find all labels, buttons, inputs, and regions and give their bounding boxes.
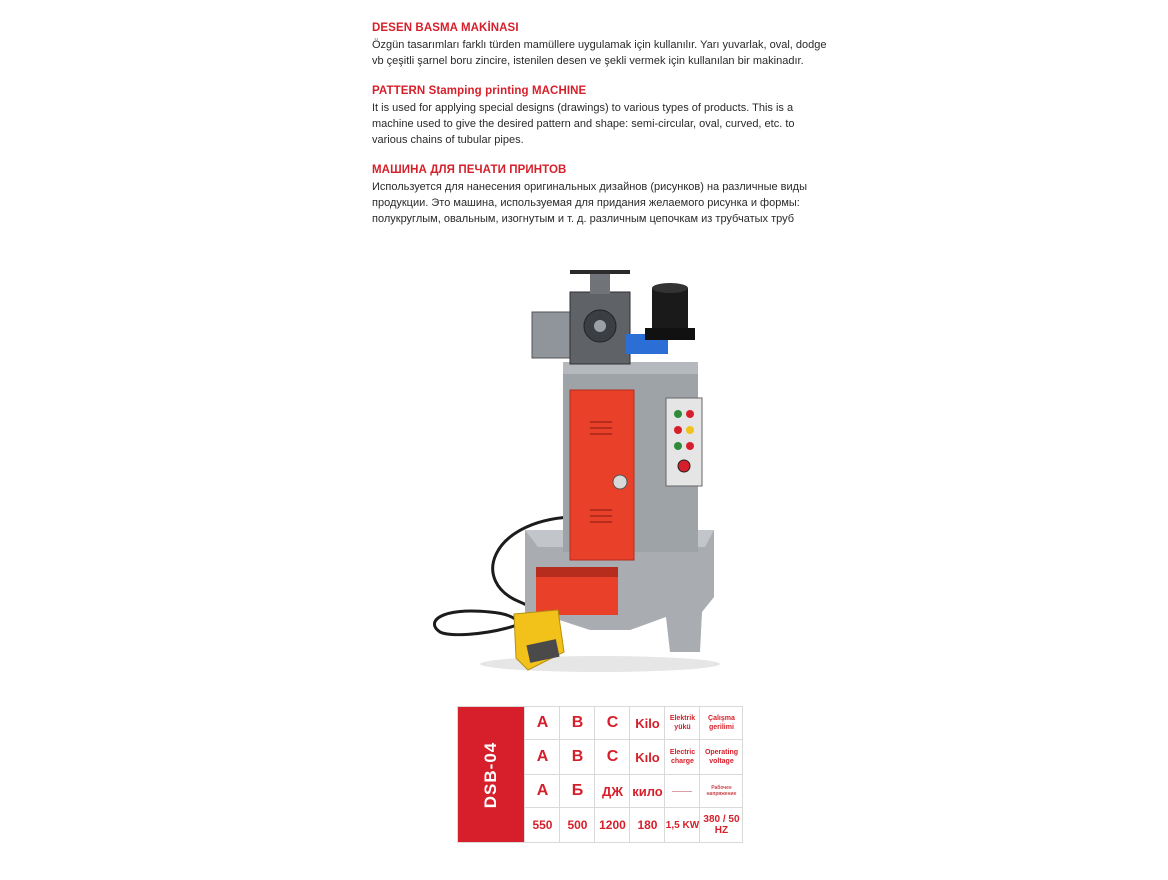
section-line: vb çeşitli şarnel boru zincire, istenilen desen ve şekli vermek için kullanılan bir makinadır. — [372, 55, 804, 67]
section-turkish — [372, 22, 842, 69]
control-panel — [666, 398, 702, 486]
section-line: полукруглым, овальным, изогнутым и т. д. различным цепочкам из трубчатых труб — [372, 213, 795, 225]
machine-door — [570, 390, 634, 560]
table-cell: A — [525, 740, 560, 775]
section-line: продукции. Это машина, используемая для придания желаемого рисунка и формы: — [372, 197, 800, 209]
table-cell: B — [560, 707, 595, 740]
table-cell: Electric charge — [665, 740, 700, 775]
section-title: DESEN BASMA MAKİNASI — [372, 22, 519, 34]
gear-motor — [532, 312, 572, 358]
table-cell: 1,5 KW — [665, 808, 700, 843]
table-cell: Çalışma gerilimi — [700, 707, 743, 740]
table-cell-illegible — [665, 775, 700, 808]
table-cell: Рабочее напряжение — [700, 775, 743, 808]
table-cell: A — [525, 707, 560, 740]
table-cell: ДЖ — [595, 775, 630, 808]
table-cell: А — [525, 775, 560, 808]
table-cell: C — [595, 740, 630, 775]
section-line: Özgün tasarımları farklı türden mamüllere uygulamak için kullanılır. Yarı yuvarlak, oval, dodge — [372, 39, 827, 51]
model-label: DSB-04 — [481, 741, 501, 808]
table-cell: Elektrik yükü — [665, 707, 700, 740]
table-row — [458, 707, 743, 740]
table-cell: 180 — [630, 808, 665, 843]
table-cell: Kılo — [630, 740, 665, 775]
section-line: machine used to give the desired pattern and shape: semi-circular, oval, curved, etc. to — [372, 118, 795, 130]
door-lock — [613, 475, 627, 489]
section-line: Используется для нанесения оригинальных дизайнов (рисунков) на различные виды — [372, 181, 807, 193]
section-english — [372, 85, 842, 148]
section-russian — [372, 164, 842, 227]
table-cell: B — [560, 740, 595, 775]
section-line: It is used for applying special designs (drawings) to various types of products. This is a — [372, 102, 794, 114]
section-title: PATTERN Stamping printing MACHINE — [372, 85, 587, 97]
table-cell: 380 / 50 HZ — [700, 808, 743, 843]
table-cell: 550 — [525, 808, 560, 843]
section-line: various chains of tubular pipes. — [372, 134, 524, 146]
model-cell — [458, 707, 525, 843]
table-cell: 1200 — [595, 808, 630, 843]
table-cell: Б — [560, 775, 595, 808]
table-cell: кило — [630, 775, 665, 808]
table-cell: Operating voltage — [700, 740, 743, 775]
spec-table — [457, 706, 743, 843]
machine-image — [430, 262, 730, 682]
section-title: МАШИНА ДЛЯ ПЕЧАТИ ПРИНТОВ — [372, 164, 567, 176]
table-cell: 500 — [560, 808, 595, 843]
motor-cylinder — [652, 288, 688, 334]
table-cell: C — [595, 707, 630, 740]
table-cell: Kilo — [630, 707, 665, 740]
